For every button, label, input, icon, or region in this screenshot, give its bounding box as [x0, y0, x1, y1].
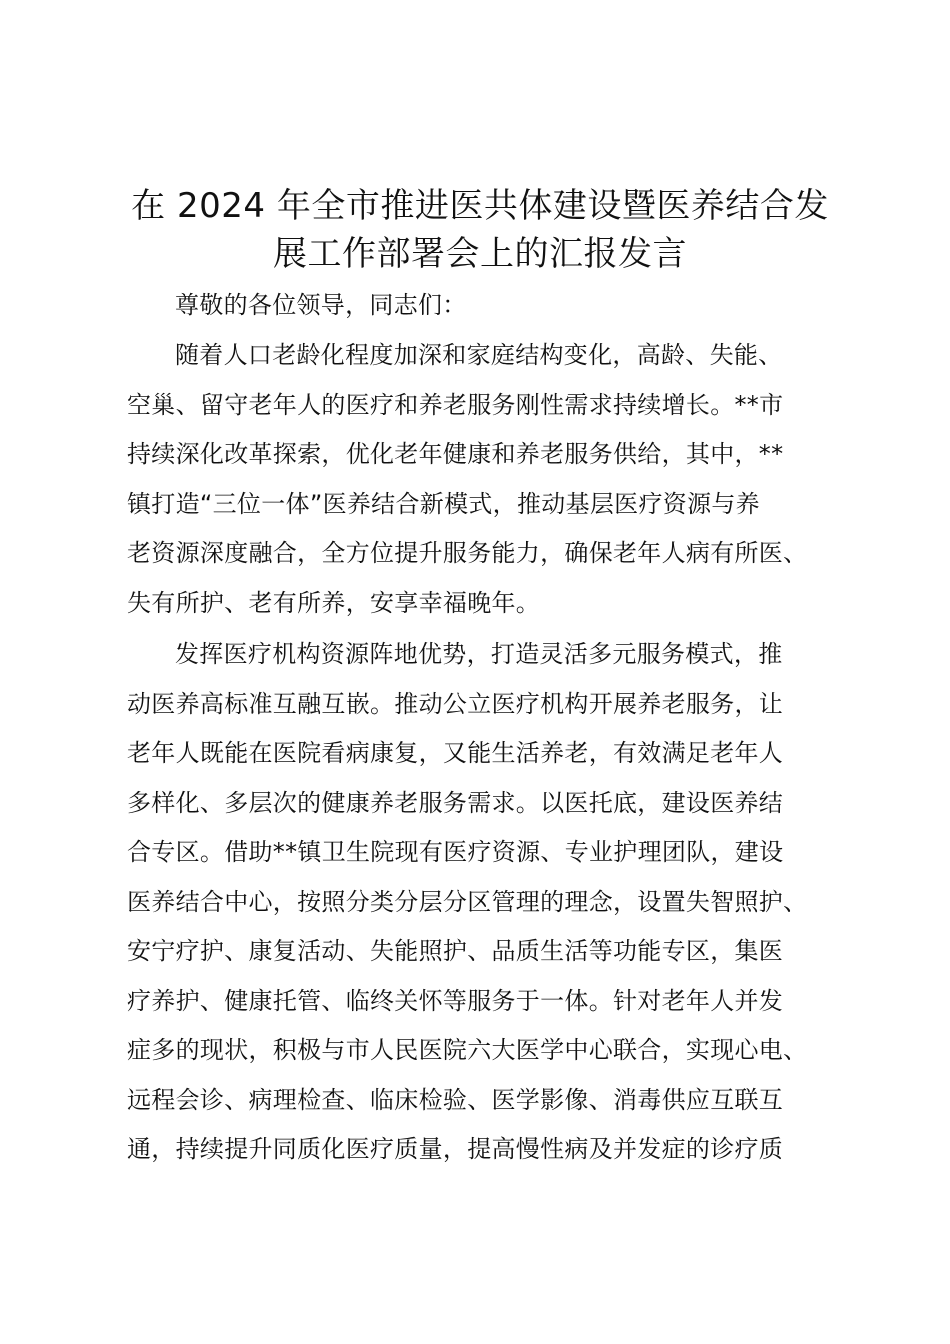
paragraph-2-line: 症多的现状，积极与市人民医院六大医学中心联合，实现心电、 — [127, 1036, 808, 1064]
document-title — [120, 182, 840, 278]
paragraph-2-line: 安宁疗护、康复活动、失能照护、品质生活等功能专区，集医 — [127, 937, 784, 965]
paragraph-1-line: 空巢、留守老年人的医疗和养老服务刚性需求持续增长。**市 — [127, 390, 784, 419]
paragraph-2-line: 合专区。借助**镇卫生院现有医疗资源、专业护理团队，建设 — [127, 838, 784, 866]
title-line-1: 在 2024 年全市推进医共体建设暨医养结合发 — [131, 186, 829, 226]
paragraph-1-line: 随着人口老龄化程度加深和家庭结构变化，高龄、失能、 — [175, 341, 783, 369]
paragraph-2 — [127, 630, 847, 1175]
paragraph-1-line: 镇打造“三位一体”医养结合新模式，推动基层医疗资源与养 — [127, 489, 760, 518]
paragraph-1-line: 失有所护、老有所养，安享幸福晚年。 — [127, 588, 541, 617]
paragraph-2-line: 通，持续提升同质化医疗质量，提高慢性病及并发症的诊疗质 — [127, 1135, 784, 1163]
paragraph-2-line: 发挥医疗机构资源阵地优势，打造灵活多元服务模式，推 — [175, 640, 783, 668]
title-line-2: 展工作部署会上的汇报发言 — [273, 234, 687, 274]
paragraph-2-line: 多样化、多层次的健康养老服务需求。以医托底，建设医养结 — [127, 788, 784, 817]
paragraph-2-line: 远程会诊、病理检查、临床检验、医学影像、消毒供应互联互 — [127, 1085, 784, 1114]
salutation-block — [127, 281, 847, 331]
paragraph-1 — [127, 331, 847, 628]
paragraph-2-line: 动医养高标准互融互嵌。推动公立医疗机构开展养老服务，让 — [127, 689, 784, 718]
paragraph-2-line: 疗养护、健康托管、临终关怀等服务于一体。针对老年人并发 — [127, 986, 784, 1015]
paragraph-2-line: 医养结合中心，按照分类分层分区管理的理念，设置失智照护、 — [127, 887, 808, 916]
paragraph-1-line: 老资源深度融合，全方位提升服务能力，确保老年人病有所医、 — [127, 539, 808, 567]
salutation: 尊敬的各位领导，同志们： — [175, 291, 467, 319]
paragraph-2-line: 老年人既能在医院看病康复，又能生活养老，有效满足老年人 — [127, 739, 784, 767]
paragraph-1-line: 持续深化改革探索，优化老年健康和养老服务供给，其中，** — [127, 440, 784, 468]
